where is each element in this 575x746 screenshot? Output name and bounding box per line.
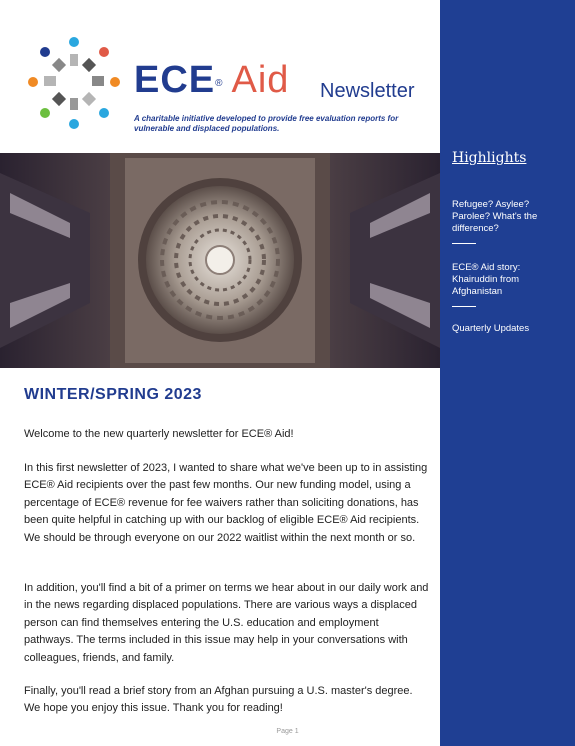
highlight-item-updates[interactable]: Quarterly Updates (452, 323, 530, 334)
highlights-sidebar (440, 0, 575, 746)
paragraph-primer: In addition, you'll find a bit of a primer on terms we hear about in our daily work and in the news regarding displaced populations. There are various ways a displaced person can find themselves entering the U.S. education and employment pathways. The terms included in this issue may help in your conversations with colleagues, friends, and family. (24, 582, 429, 664)
highlight-divider (452, 306, 476, 307)
brand-ece: ECE (134, 59, 216, 101)
season-heading: WINTER/SPRING 2023 (24, 386, 202, 403)
highlight-item-story[interactable]: ECE® Aid story: Khairuddin from Afghanistan (452, 262, 521, 297)
paragraph-closing: Finally, you'll read a brief story from an Afghan pursuing a U.S. master's degree. We hope you enjoy this issue. Thank you for reading! (24, 685, 413, 715)
brand-aid: Aid (231, 59, 290, 101)
highlight-divider (452, 243, 476, 244)
page-number: Page 1 (276, 728, 299, 735)
tagline: A charitable initiative developed to provide free evaluation reports for vulnerable and displaced populations. (134, 114, 399, 133)
paragraph-intro: In this first newsletter of 2023, I wanted to share what we've been up to in assisting ECE® Aid recipients over the past few months. Our new funding model, using a percentage of ECE® revenue for fee waivers rather than soliciting donations, has been quite helpful in catching up with our backlog of eligible ECE® Aid recipients. We should be through everyone on our 2022 waitlist within the next month or so. (24, 462, 428, 544)
newsletter-label: Newsletter (320, 80, 415, 102)
brand-wordmark (134, 60, 289, 100)
ece-aid-logo-icon (28, 36, 120, 132)
brand-registered-mark: ® (215, 78, 224, 89)
highlights-title: Highlights (452, 150, 527, 166)
hero-dome-image (0, 153, 440, 368)
highlight-item-refugee[interactable]: Refugee? Asylee? Parolee? What's the difference? (452, 199, 538, 234)
paragraph-welcome: Welcome to the new quarterly newsletter for ECE® Aid! (24, 428, 294, 440)
